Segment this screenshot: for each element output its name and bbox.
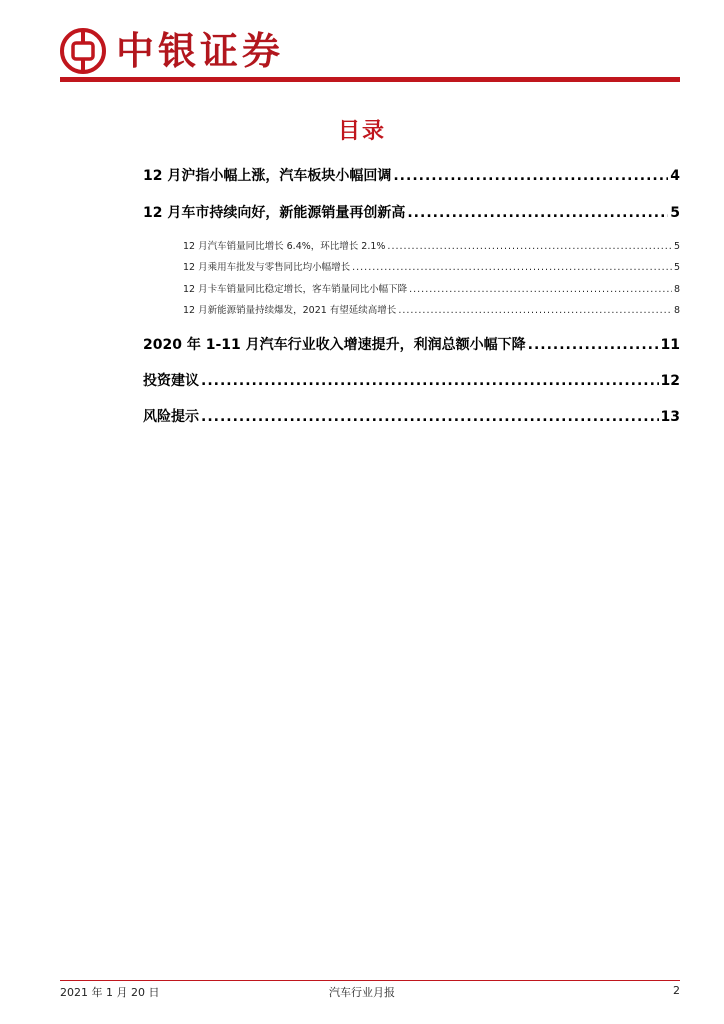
toc-entry-label: 12 月沪指小幅上涨，汽车板块小幅回调 xyxy=(143,168,392,184)
toc-entry-label: 12 月车市持续向好，新能源销量再创新高 xyxy=(143,205,406,221)
toc-entry-page: 11 xyxy=(660,337,680,353)
toc-dot-leader xyxy=(409,284,672,295)
toc-entry[interactable] xyxy=(183,281,680,295)
toc-entry[interactable] xyxy=(143,334,680,354)
toc-entry-label: 12 月汽车销量同比增长 6.4%，环比增长 2.1% xyxy=(183,241,386,252)
toc-entry[interactable] xyxy=(183,259,680,273)
toc-entry-label: 2020 年 1-11 月汽车行业收入增速提升，利润总额小幅下降 xyxy=(143,337,526,353)
toc-entry-page: 5 xyxy=(673,241,680,252)
brand-name: 中银证券 xyxy=(116,28,285,73)
toc-entry-label: 12 月乘用车批发与零售同比均小幅增长 xyxy=(183,262,351,273)
toc-entry[interactable] xyxy=(143,202,680,222)
toc-dot-leader xyxy=(201,373,659,389)
toc-entry-label: 12 月新能源销量持续爆发，2021 有望延续高增长 xyxy=(183,305,397,316)
toc-entry-label: 投资建议 xyxy=(143,373,199,389)
report-date: 2021 年 1 月 20 日 xyxy=(60,986,160,999)
toc-dot-leader xyxy=(528,337,659,353)
toc-entry[interactable] xyxy=(143,370,680,390)
toc-entry[interactable] xyxy=(183,302,680,316)
toc-entry[interactable] xyxy=(143,406,680,426)
toc-dot-leader xyxy=(407,205,668,221)
toc-entry[interactable] xyxy=(183,238,680,252)
toc-entry-page: 13 xyxy=(660,409,680,425)
bank-of-china-logo-icon xyxy=(60,28,106,74)
toc-dot-leader xyxy=(393,168,668,184)
toc-entry-page: 8 xyxy=(673,305,680,316)
footer-divider xyxy=(60,980,680,981)
toc-entry-page: 12 xyxy=(660,373,680,389)
page-number: 2 xyxy=(673,984,680,997)
toc-entry[interactable] xyxy=(143,165,680,185)
toc-title: 目录 xyxy=(337,119,386,144)
header-divider xyxy=(60,77,680,82)
toc-dot-leader xyxy=(352,262,672,273)
report-name: 汽车行业月报 xyxy=(329,986,395,999)
toc-entry-label: 12 月卡车销量同比稳定增长，客车销量同比小幅下降 xyxy=(183,284,408,295)
toc-entry-page: 5 xyxy=(673,262,680,273)
report-header xyxy=(60,26,680,78)
toc-dot-leader xyxy=(201,409,659,425)
toc-dot-leader xyxy=(387,241,672,252)
toc-entry-page: 8 xyxy=(673,284,680,295)
toc-entry-label: 风险提示 xyxy=(143,409,199,425)
toc-entry-page: 5 xyxy=(670,205,680,221)
toc-dot-leader xyxy=(398,305,672,316)
toc-entry-page: 4 xyxy=(670,168,680,184)
